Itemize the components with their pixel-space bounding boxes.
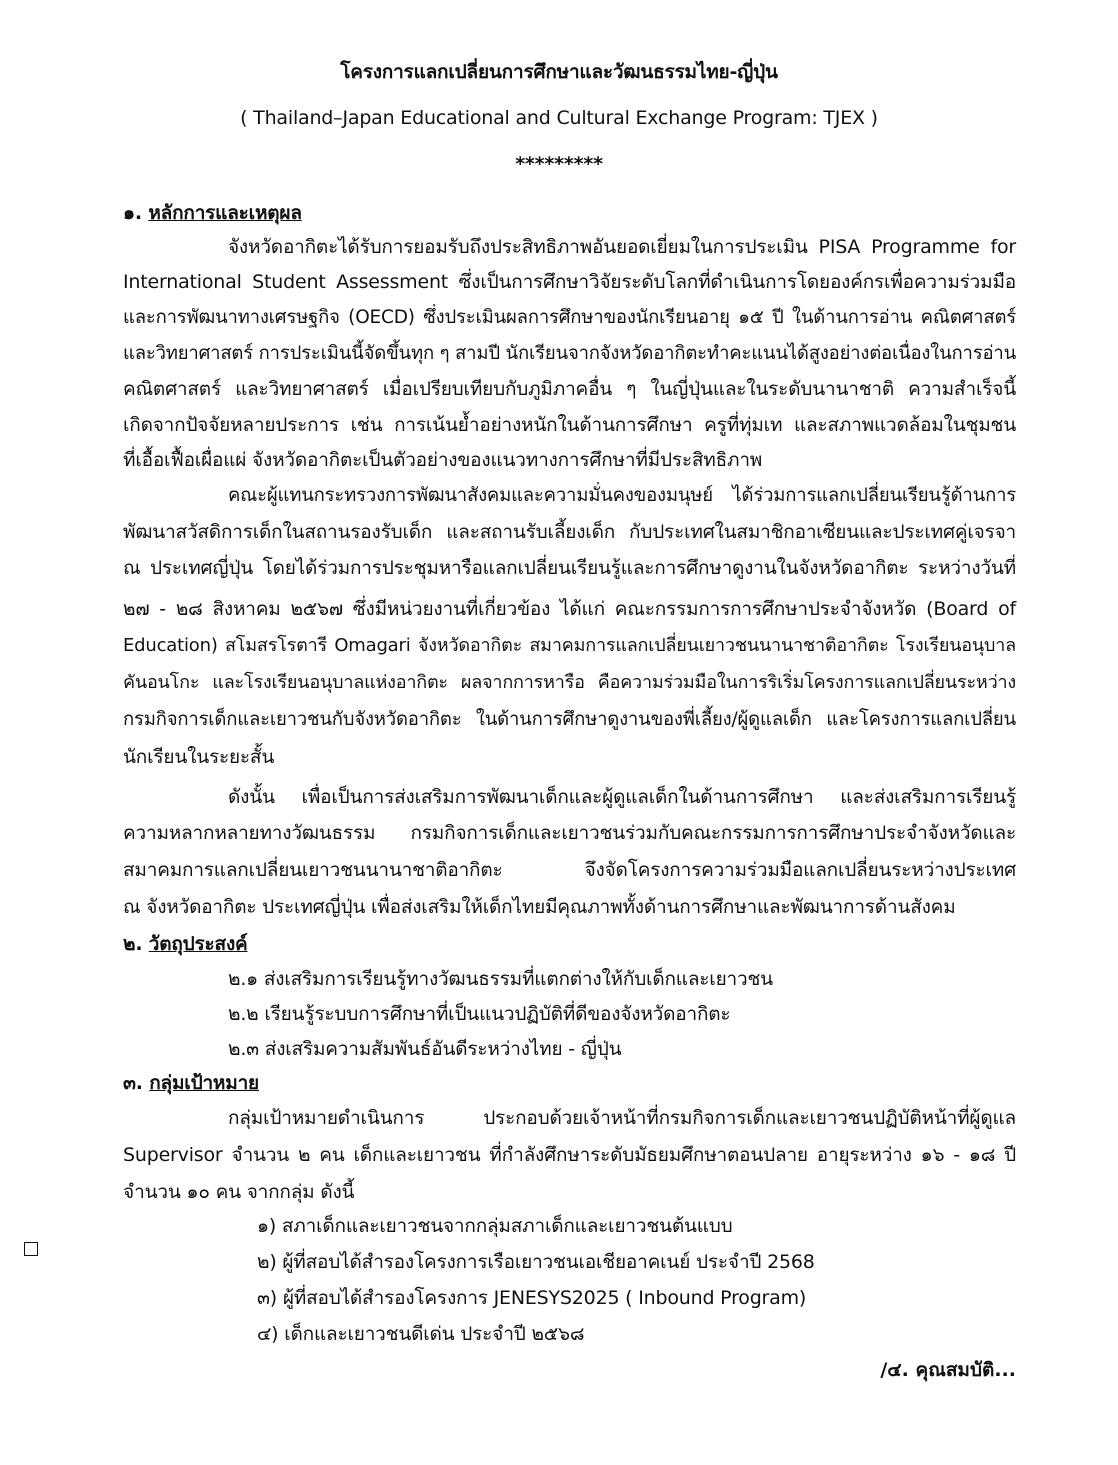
section-1-line: ดังนั้น เพื่อเป็นการส่งเสริมการพัฒนาเด็กและผู้ดูแลเด็กในด้านการศึกษา และส่งเสริมการเรียนรู้: [228, 786, 1016, 808]
section-1-line: และวิทยาศาสตร์ การประเมินนี้จัดขึ้นทุก ๆ สามปี นักเรียนจากจังหวัดอากิตะทำคะแนนได้สูงอย่างต่อเนื่องในการอ่าน: [123, 343, 1017, 364]
section-3-line: กลุ่มเป้าหมายดำเนินการ ประกอบด้วยเจ้าหน้าที่กรมกิจการเด็กและเยาวชนปฏิบัติหน้าที่ผู้ดูแล: [228, 1107, 1016, 1129]
objective-item: ๒.๓ ส่งเสริมความสัมพันธ์อันดีระหว่างไทย - ญี่ปุ่น: [228, 1038, 622, 1060]
section-1-title: หลักการและเหตุผล: [148, 202, 302, 224]
section-3-line: Supervisor จำนวน ๒ คน เด็กและเยาวชน ที่กำลังศึกษาระดับมัธยมศึกษาตอนปลาย อายุระหว่าง ๑๖ - ๑๘ ปี: [123, 1144, 1016, 1166]
section-1-line: พัฒนาสวัสดิการเด็กในสถานรองรับเด็ก และสถานรับเลี้ยงเด็ก กับประเทศในสมาชิกอาเซียนและประเทศคู่เจรจา: [123, 521, 1016, 543]
section-1-line: คณิตศาสตร์ และวิทยาศาสตร์ เมื่อเปรียบเทียบกับภูมิภาคอื่น ๆ ในญี่ปุ่นและในระดับนานาชาติ ความสำเร็จนี้: [123, 378, 1016, 400]
section-2-title: วัตถุประสงค์: [148, 933, 248, 955]
section-1-line: คันอนโกะ และโรงเรียนอนุบาลแห่งอากิตะ ผลจากการหารือ คือความร่วมมือในการริเริ่มโครงการแลกเปลี่ยนระหว่าง: [123, 672, 1016, 693]
title-separator: *********: [515, 153, 603, 175]
section-1-line: ๒๗ - ๒๘ สิงหาคม ๒๕๖๗ ซึ่งมีหน่วยงานที่เกี่ยวข้อง ได้แก่ คณะกรรมการการศึกษาประจำจังหวัด (Board of: [123, 598, 1016, 620]
section-1-line: เกิดจากปัจจัยหลายประการ เช่น การเน้นย้ำอย่างหนักในด้านการศึกษา ครูที่ทุ่มเท และสภาพแวดล้อมในชุมชน: [123, 414, 1016, 436]
title-english: ( Thailand–Japan Educational and Cultural Exchange Program: TJEX ): [240, 107, 878, 129]
section-1-line: ความหลากหลายทางวัฒนธรรม กรมกิจการเด็กและเยาวชนร่วมกับคณะกรรมการการศึกษาประจำจังหวัดและ: [123, 822, 1016, 844]
objective-item: ๒.๒ เรียนรู้ระบบการศึกษาที่เป็นแนวปฏิบัติที่ดีของจังหวัดอากิตะ: [228, 1003, 731, 1025]
section-1-line: สมาคมการแลกเปลี่ยนเยาวชนนานาชาติอากิตะ จึงจัดโครงการความร่วมมือแลกเปลี่ยนระหว่างประเทศ: [123, 859, 1016, 881]
section-1-line: ที่เอื้อเฟื้อเผื่อแผ่ จังหวัดอากิตะเป็นตัวอย่างของแนวทางการศึกษาที่มีประสิทธิภาพ: [123, 449, 763, 471]
checkbox[interactable]: [24, 1242, 38, 1256]
target-group-item: ๓) ผู้ที่สอบได้สำรองโครงการ JENESYS2025 ( Inbound Program): [257, 1287, 807, 1309]
section-3-title: กลุ่มเป้าหมาย: [149, 1072, 259, 1094]
section-1-heading: [123, 201, 302, 225]
section-1-line: และการพัฒนาทางเศรษฐกิจ (OECD) ซึ่งประเมินผลการศึกษาของนักเรียนอายุ ๑๕ ปี ในด้านการอ่าน คณิตศาสตร์: [123, 307, 1016, 328]
target-group-item: ๒) ผู้ที่สอบได้สำรองโครงการเรือเยาวชนเอเชียอาคเนย์ ประจำปี 2568: [257, 1251, 815, 1273]
section-3-line: จำนวน ๑๐ คน จากกลุ่ม ดังนี้: [123, 1181, 355, 1203]
target-group-item: ๔) เด็กและเยาวชนดีเด่น ประจำปี ๒๕๖๘: [257, 1323, 585, 1345]
section-1-line: International Student Assessment ซึ่งเป็นการศึกษาวิจัยระดับโลกที่ดำเนินการโดยองค์กรเพื่อความร่วมมือ: [123, 271, 1016, 293]
section-1-line: ณ ประเทศญี่ปุ่น โดยได้ร่วมการประชุมหารือแลกเปลี่ยนเรียนรู้และการศึกษาดูงานในจังหวัดอากิตะ ระหว่างวันที่: [123, 557, 1016, 579]
section-3-number: ๓.: [123, 1072, 143, 1094]
objective-item: ๒.๑ ส่งเสริมการเรียนรู้ทางวัฒนธรรมที่แตกต่างให้กับเด็กและเยาวชน: [228, 968, 773, 990]
section-2-heading: [123, 932, 248, 956]
section-1-line: Education) สโมสรโรตารี Omagari จังหวัดอากิตะ สมาคมการแลกเปลี่ยนเยาวชนนานาชาติอากิตะ โรงเรียนอนุบาล: [123, 635, 1016, 656]
section-1-line: คณะผู้แทนกระทรวงการพัฒนาสังคมและความมั่นคงของมนุษย์ ได้ร่วมการแลกเปลี่ยนเรียนรู้ด้านการ: [228, 485, 1016, 506]
title-thai: โครงการแลกเปลี่ยนการศึกษาและวัฒนธรรมไทย-ญี่ปุ่น: [340, 61, 778, 83]
section-1-line: จังหวัดอากิตะได้รับการยอมรับถึงประสิทธิภาพอันยอดเยี่ยมในการประเมิน PISA Programme for: [228, 236, 1016, 258]
section-1-line: นักเรียนในระยะสั้น: [123, 746, 275, 768]
section-3-heading: [123, 1071, 259, 1095]
continued-footer: /๔. คุณสมบัติ...: [880, 1359, 1016, 1381]
section-1-line: กรมกิจการเด็กและเยาวชนกับจังหวัดอากิตะ ในด้านการศึกษาดูงานของพี่เลี้ยง/ผู้ดูแลเด็ก และโครงการแลกเปลี่ยน: [123, 709, 1016, 730]
section-1-line: ณ จังหวัดอากิตะ ประเทศญี่ปุ่น เพื่อส่งเสริมให้เด็กไทยมีคุณภาพทั้งด้านการศึกษาและพัฒนาการด้านสังคม: [123, 896, 956, 918]
target-group-item: ๑) สภาเด็กและเยาวชนจากกลุ่มสภาเด็กและเยาวชนต้นแบบ: [257, 1215, 733, 1237]
section-2-number: ๒.: [123, 933, 143, 955]
section-1-number: ๑.: [123, 202, 142, 224]
